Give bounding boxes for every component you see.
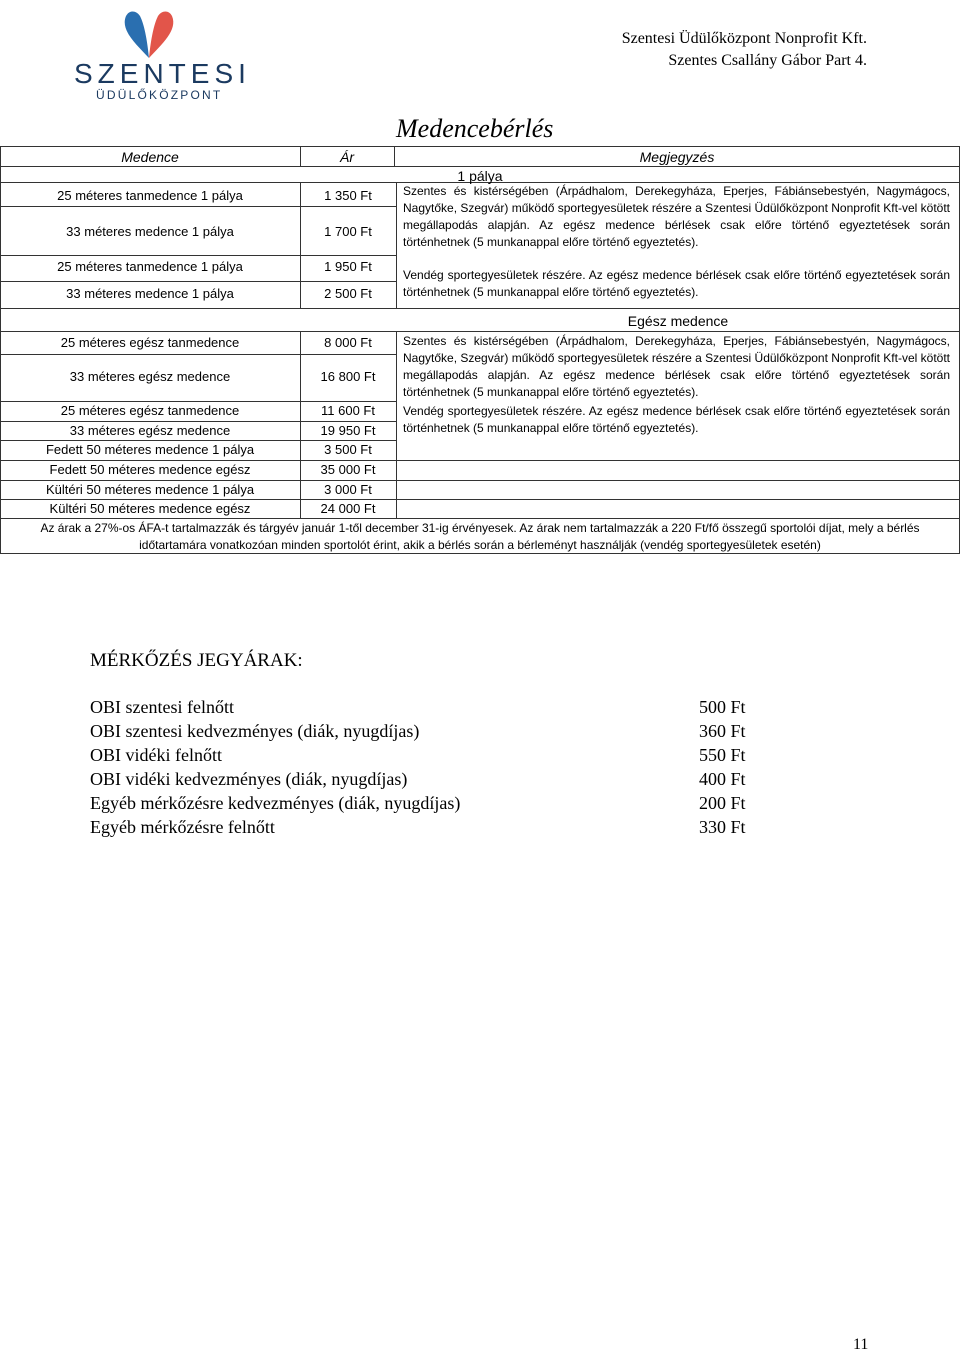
table-row-price: 16 800 Ft <box>320 369 376 384</box>
table-row-name: 33 méteres egész medence <box>69 369 231 384</box>
table-row-name: 25 méteres tanmedence 1 pálya <box>57 188 243 203</box>
table-footer-line: Az árak a 27%-os ÁFA-t tartalmazzák és tárgyév január 1-től december 31-ig érvényesek. Az árak nem tartalmazzák a 220 Ft/fő összegű sportolói díjat, mely a bérlés <box>40 521 920 535</box>
table-row-name: Fedett 50 méteres medence 1 pálya <box>45 442 255 457</box>
table-row-price: 1 700 Ft <box>324 224 372 239</box>
table-row-name: Kültéri 50 méteres medence 1 pálya <box>45 482 255 497</box>
table-row-price: 1 350 Ft <box>324 188 372 203</box>
ticket-label: OBI szentesi kedvezményes (diák, nyugdíjas) <box>90 721 420 741</box>
table-row-price: 8 000 Ft <box>324 335 372 350</box>
table-row-name: Fedett 50 méteres medence egész <box>49 462 251 477</box>
ticket-price: 330 Ft <box>699 817 746 837</box>
table-row-name: 33 méteres medence 1 pálya <box>66 286 234 301</box>
table-row-price: 1 950 Ft <box>324 259 372 274</box>
table-row-name: 25 méteres egész tanmedence <box>60 335 240 350</box>
logo-subtitle: ÜDÜLŐKÖZPONT <box>96 88 223 102</box>
table-row-price: 24 000 Ft <box>320 501 376 516</box>
tickets-heading: MÉRKŐZÉS JEGYÁRAK: <box>90 650 303 671</box>
table-row-name: 25 méteres tanmedence 1 pálya <box>57 259 243 274</box>
logo-name: SZENTESI <box>74 58 251 89</box>
ticket-price: 360 Ft <box>699 721 746 741</box>
table-row-price: 11 600 Ft <box>321 403 375 418</box>
table-row-name: Kültéri 50 méteres medence egész <box>49 501 251 516</box>
column-header-pool: Medence <box>121 149 179 165</box>
note-guest-clubs: Vendég sportegyesületek részére. Az egész medence bérlések csak előre történő egyeztetések során történhetnek (5 munkanappal előre történő egyeztetés). <box>403 404 950 435</box>
table-row-name: 33 méteres egész medence <box>69 423 231 438</box>
ticket-label: OBI szentesi felnőtt <box>90 697 234 717</box>
table-row-name: 25 méteres egész tanmedence <box>60 403 240 418</box>
table-row-price: 35 000 Ft <box>320 462 376 477</box>
table-footer-line: időtartamára vonatkozóan minden sportolót érint, akik a bérlés során a bérleményt használják (vendég sportegyesületek esetén) <box>139 538 821 552</box>
ticket-label: OBI vidéki kedvezményes (diák, nyugdíjas) <box>90 769 408 789</box>
column-header-note: Megjegyzés <box>639 149 715 165</box>
note-guest-clubs: Vendég sportegyesületek részére. Az egész medence bérlések csak előre történő egyeztetések során történhetnek (5 munkanappal előre történő egyeztetés). <box>403 268 950 299</box>
section-title-whole-pool: Egész medence <box>627 313 729 329</box>
table-row-price: 19 950 Ft <box>320 423 376 438</box>
table-row-name: 33 méteres medence 1 pálya <box>66 224 234 239</box>
ticket-label: Egyéb mérkőzésre felnőtt <box>90 817 275 837</box>
company-name: Szentesi Üdülőközpont Nonprofit Kft. <box>621 30 867 47</box>
ticket-price: 550 Ft <box>699 745 746 765</box>
ticket-label: Egyéb mérkőzésre kedvezményes (diák, nyugdíjas) <box>90 793 461 813</box>
heart-logo-icon <box>74 6 224 66</box>
table-row-price: 3 500 Ft <box>324 442 372 457</box>
page-title: Medencebérlés <box>396 114 554 143</box>
ticket-price: 500 Ft <box>699 697 746 717</box>
note-local-clubs: Szentes és kistérségében (Árpádhalom, Derekegyháza, Eperjes, Fábiánsebestyén, Nagymágocs, Nagytőke, Szegvár) működő sportegyesületek részére a Szentesi Üdülőközpont Nonprofit Kft-vel kötött megállapodás alapján. Az egész medence bérlések csak előre történő egyeztetések során történhetnek (5 munkanappal előre történő egyeztetés). <box>403 334 950 399</box>
ticket-price: 400 Ft <box>699 769 746 789</box>
ticket-price: 200 Ft <box>699 793 746 813</box>
company-address: Szentes Csallány Gábor Part 4. <box>668 52 867 69</box>
column-header-price: Ár <box>340 149 354 165</box>
section-title-lane: 1 pálya <box>457 168 503 184</box>
table-row-price: 3 000 Ft <box>324 482 372 497</box>
note-local-clubs: Szentes és kistérségében (Árpádhalom, Derekegyháza, Eperjes, Fábiánsebestyén, Nagymágocs, Nagytőke, Szegvár) működő sportegyesületek részére a Szentesi Üdülőközpont Nonprofit Kft-vel kötött megállapodás alapján. Az egész medence bérlések csak előre történő egyeztetések során történhetnek (5 munkanappal előre történő egyeztetés). <box>403 184 950 249</box>
page-number: 11 <box>853 1336 869 1353</box>
pricing-table <box>0 146 960 554</box>
ticket-label: OBI vidéki felnőtt <box>90 745 222 765</box>
table-row-price: 2 500 Ft <box>324 286 372 301</box>
